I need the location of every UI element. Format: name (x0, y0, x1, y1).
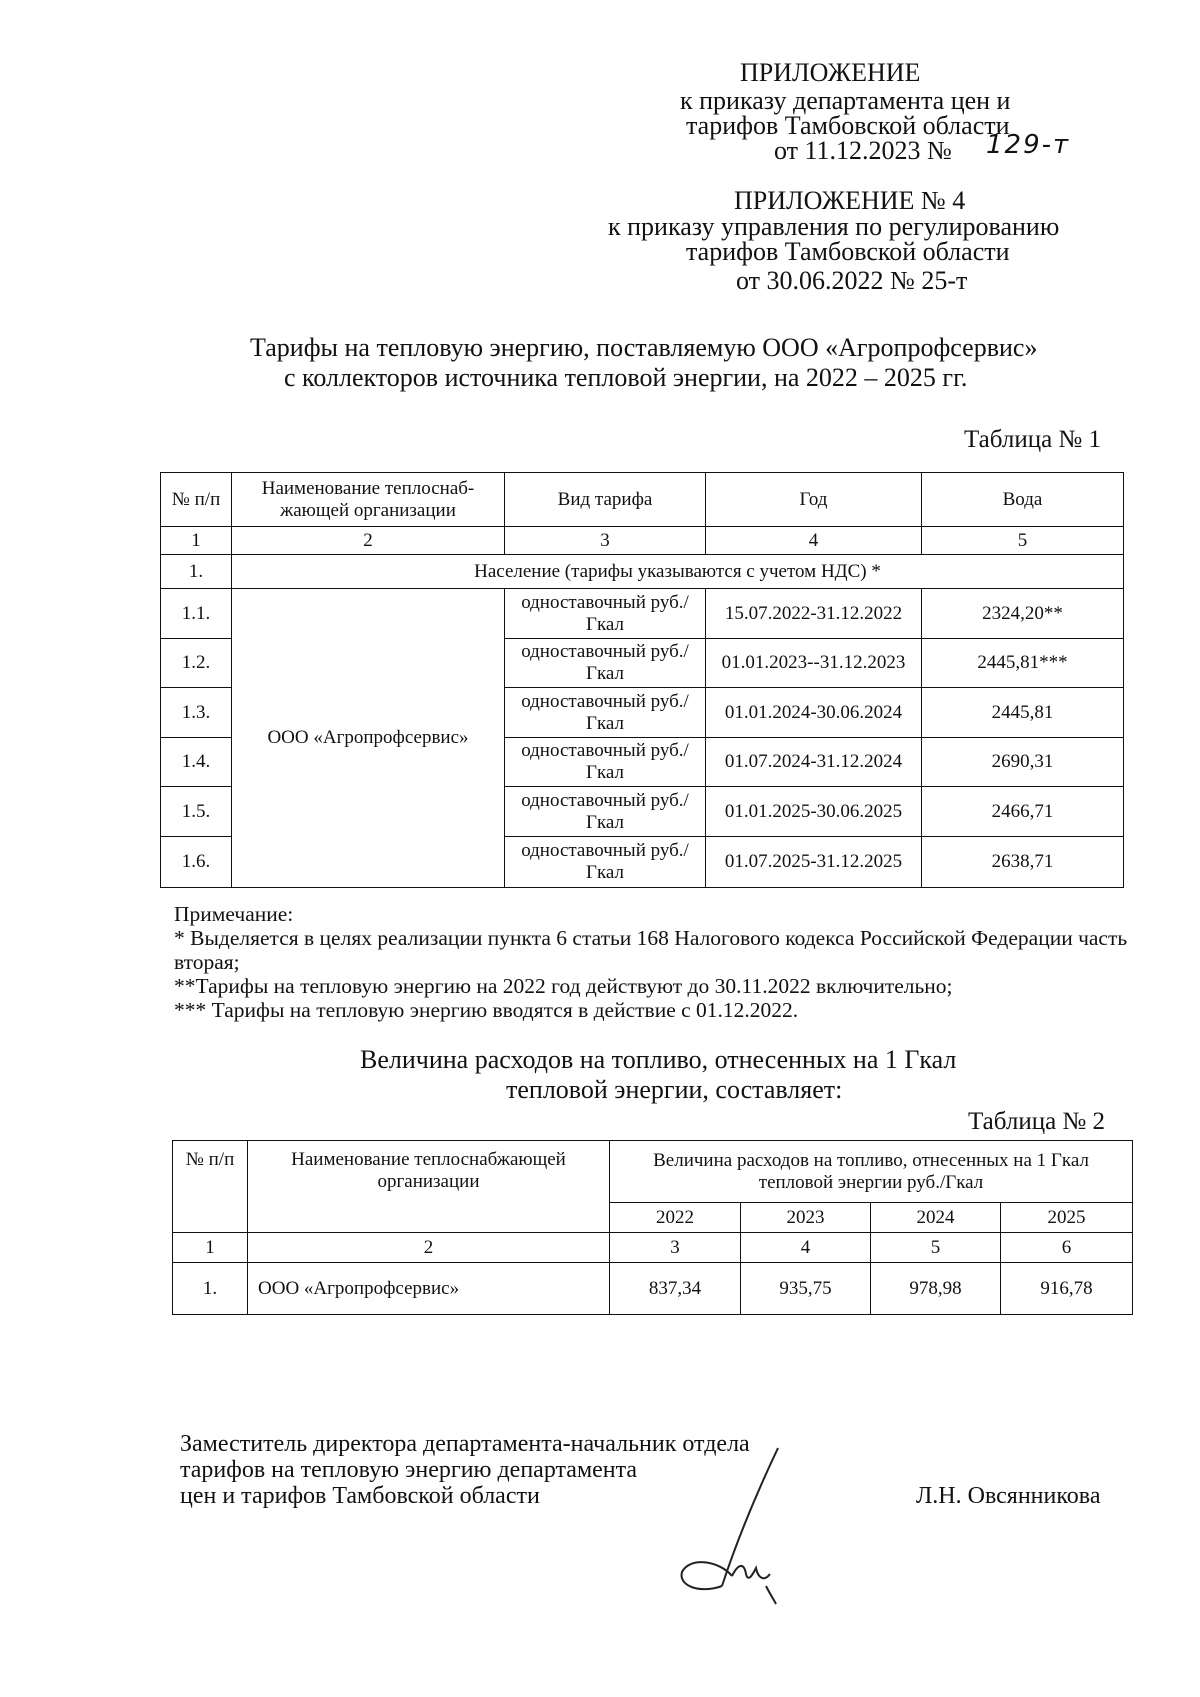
appendix4-line1: к приказу управления по регулированию (608, 212, 1060, 241)
period: 15.07.2022-31.12.2022 (706, 589, 922, 639)
col-header-water: Вода (922, 473, 1124, 527)
row-num: 1.6. (161, 837, 232, 888)
col-number: 5 (922, 527, 1124, 555)
fuel-cost-value: 978,98 (871, 1263, 1001, 1315)
col-header-tariff-type: Вид тарифа (505, 473, 706, 527)
section-label: Население (тарифы указываются с учетом НДС) * (232, 555, 1124, 589)
col-number: 4 (706, 527, 922, 555)
row-num: 1.2. (161, 639, 232, 688)
col-number: 2 (248, 1233, 610, 1263)
table2-header-row (173, 1141, 1133, 1203)
period: 01.01.2024-30.06.2024 (706, 688, 922, 738)
year-header: 2024 (871, 1203, 1001, 1233)
tariffs-title-line1: Тарифы на тепловую энергию, поставляемую ООО «Агропрофсервис» (250, 333, 1038, 362)
section-num: 1. (161, 555, 232, 589)
col-number: 5 (871, 1233, 1001, 1263)
appendix4-title: ПРИЛОЖЕНИЕ № 4 (734, 186, 966, 215)
col-header-org: Наименование теплоснабжающей организации (248, 1141, 610, 1233)
appendix-line3: от 11.12.2023 № (774, 136, 952, 165)
period: 01.07.2024-31.12.2024 (706, 738, 922, 787)
row-num: 1.1. (161, 589, 232, 639)
col-number: 1 (173, 1233, 248, 1263)
tariff-value: 2445,81*** (922, 639, 1124, 688)
signer-position-line1: Заместитель директора департамента-начальник отдела (180, 1431, 750, 1457)
tariff-type: одноставочный руб./Гкал (505, 738, 706, 787)
col-header-fuel-costs: Величина расходов на топливо, отнесенных на 1 Гкал тепловой энергии руб./Гкал (610, 1141, 1133, 1203)
table2-caption: Таблица № 2 (968, 1108, 1106, 1135)
handwritten-signature-icon (660, 1436, 830, 1606)
table1-caption: Таблица № 1 (964, 426, 1102, 453)
year-header: 2023 (741, 1203, 871, 1233)
col-number: 4 (741, 1233, 871, 1263)
col-header-org: Наименование теплоснаб-жающей организации (232, 473, 505, 527)
col-number: 2 (232, 527, 505, 555)
appendix4-line2: тарифов Тамбовской области (686, 237, 1010, 266)
appendix4-line3: от 30.06.2022 № 25-т (736, 266, 968, 295)
period: 01.07.2025-31.12.2025 (706, 837, 922, 888)
tariff-value: 2324,20** (922, 589, 1124, 639)
table1-numbers-row (161, 527, 1124, 555)
period: 01.01.2023--31.12.2023 (706, 639, 922, 688)
fuel-costs-table (172, 1140, 1133, 1315)
fuel-title-line2: тепловой энергии, составляет: (506, 1075, 843, 1104)
appendix-title: ПРИЛОЖЕНИЕ (740, 58, 921, 87)
notes-title: Примечание: (174, 902, 294, 926)
tariff-type: одноставочный руб./Гкал (505, 688, 706, 738)
period: 01.01.2025-30.06.2025 (706, 787, 922, 837)
tariff-value: 2466,71 (922, 787, 1124, 837)
tariff-type: одноставочный руб./Гкал (505, 837, 706, 888)
org-name: ООО «Агропрофсервис» (232, 589, 505, 888)
col-header-num: № п/п (173, 1141, 248, 1233)
handwritten-order-number: 129-т (986, 130, 1071, 160)
col-number: 1 (161, 527, 232, 555)
signer-name: Л.Н. Овсянникова (916, 1483, 1101, 1509)
row-num: 1. (173, 1263, 248, 1315)
org-name: ООО «Агропрофсервис» (248, 1263, 610, 1315)
col-number: 3 (505, 527, 706, 555)
row-num: 1.3. (161, 688, 232, 738)
table2-numbers-row (173, 1233, 1133, 1263)
col-number: 6 (1001, 1233, 1133, 1263)
signer-position-line3: цен и тарифов Тамбовской области (180, 1483, 540, 1509)
tariff-value: 2690,31 (922, 738, 1124, 787)
fuel-title-line1: Величина расходов на топливо, отнесенных на 1 Гкал (360, 1045, 957, 1074)
table-row (161, 589, 1124, 639)
signer-position-line2: тарифов на тепловую энергию департамента (180, 1457, 638, 1483)
row-num: 1.5. (161, 787, 232, 837)
appendix-line2: тарифов Тамбовской области (686, 111, 1010, 140)
fuel-cost-value: 837,34 (610, 1263, 741, 1315)
tariff-type: одноставочный руб./Гкал (505, 589, 706, 639)
tariff-value: 2638,71 (922, 837, 1124, 888)
note-2: **Тарифы на тепловую энергию на 2022 год действуют до 30.11.2022 включительно; (174, 974, 953, 998)
fuel-cost-value: 916,78 (1001, 1263, 1133, 1315)
tariffs-table (160, 472, 1124, 888)
row-num: 1.4. (161, 738, 232, 787)
table1-section-row (161, 555, 1124, 589)
col-header-num: № п/п (161, 473, 232, 527)
appendix-line1: к приказу департамента цен и (680, 86, 1011, 115)
table1-header-row (161, 473, 1124, 527)
year-header: 2025 (1001, 1203, 1133, 1233)
tariffs-title-line2: с коллекторов источника тепловой энергии, на 2022 – 2025 гг. (284, 363, 968, 392)
notes (174, 902, 1134, 1022)
note-3: *** Тарифы на тепловую энергию вводятся в действие с 01.12.2022. (174, 998, 799, 1022)
col-header-year: Год (706, 473, 922, 527)
fuel-cost-value: 935,75 (741, 1263, 871, 1315)
tariff-type: одноставочный руб./Гкал (505, 639, 706, 688)
tariff-value: 2445,81 (922, 688, 1124, 738)
tariff-type: одноставочный руб./Гкал (505, 787, 706, 837)
col-number: 3 (610, 1233, 741, 1263)
table-row (173, 1263, 1133, 1315)
note-1: * Выделяется в целях реализации пункта 6 статьи 168 Налогового кодекса Российской Федерации часть вторая; (174, 926, 1128, 974)
year-header: 2022 (610, 1203, 741, 1233)
